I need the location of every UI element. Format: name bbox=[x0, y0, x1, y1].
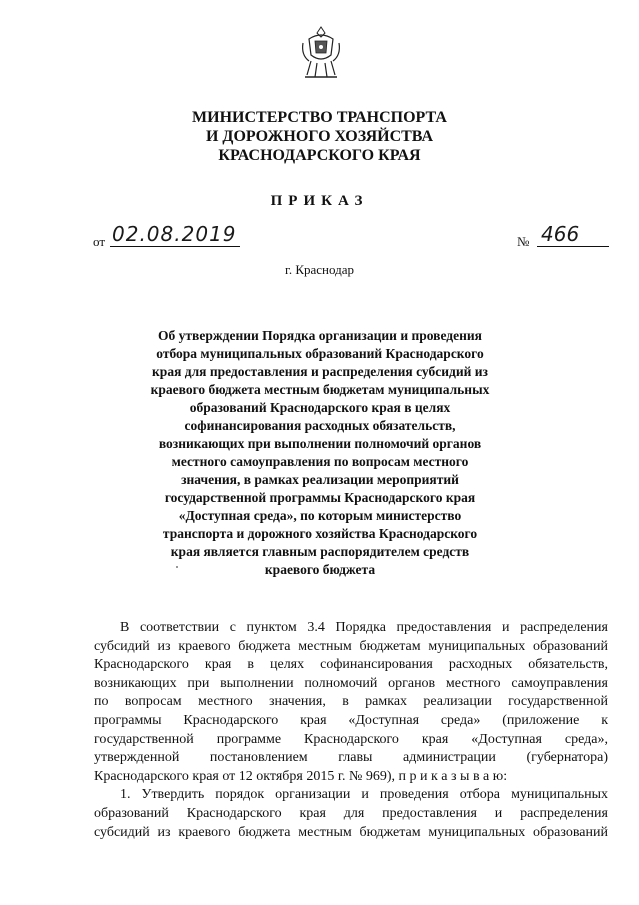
heading-line: местного самоуправления по вопросам местного bbox=[171, 454, 469, 469]
heading-line: Об утверждении Порядка организации и проведения bbox=[158, 328, 482, 343]
body-line bbox=[94, 786, 608, 805]
body-word: пунктом bbox=[246, 620, 297, 635]
body-word: полномочий bbox=[304, 675, 378, 691]
body-line bbox=[94, 805, 608, 824]
body-word: предоставления bbox=[396, 620, 492, 635]
date-handwritten: 02.08.2019 bbox=[110, 222, 240, 247]
body-line bbox=[94, 712, 608, 731]
body-word: организации bbox=[275, 787, 351, 803]
body-word: (губернатора) bbox=[526, 750, 608, 766]
body-word: в bbox=[342, 694, 349, 710]
body-word: Краснодарского bbox=[186, 805, 282, 821]
heading-line: края является главным распорядителем средств bbox=[170, 544, 470, 559]
body-word: целях bbox=[269, 657, 305, 673]
body-word: распределения bbox=[520, 805, 608, 821]
body-line bbox=[94, 619, 608, 638]
body-word: муниципальных bbox=[428, 824, 526, 840]
body-word: обязательств, bbox=[528, 657, 608, 673]
body-word: Порядка bbox=[335, 620, 386, 635]
body-word: распределения bbox=[520, 620, 608, 635]
body-word: «Доступная bbox=[471, 731, 542, 747]
body-word: по bbox=[94, 694, 109, 710]
heading-line: «Доступная среда», по которым министерство bbox=[178, 508, 462, 523]
number-handwritten: 466 bbox=[537, 222, 609, 247]
body-word: субсидий bbox=[94, 824, 150, 840]
body-word: 1. bbox=[120, 787, 131, 803]
body-word: муниципальных bbox=[511, 787, 608, 803]
heading-line: образований Краснодарского края в целях bbox=[189, 400, 451, 415]
body-word: для bbox=[343, 805, 365, 821]
heading-line: отбора муниципальных образований Краснодарского bbox=[156, 346, 484, 361]
body-line bbox=[94, 656, 608, 675]
body-word: края bbox=[421, 731, 449, 747]
body-line bbox=[94, 824, 608, 843]
body-word: государственной bbox=[508, 694, 608, 710]
heading-line: государственной программы Краснодарского края bbox=[164, 490, 476, 505]
body-word: значения, bbox=[269, 694, 326, 710]
body-word: и bbox=[501, 620, 510, 635]
body-word: бюджета bbox=[238, 824, 291, 840]
date-prefix: от bbox=[93, 234, 106, 249]
body-word: Утвердить bbox=[141, 787, 205, 803]
body-word: реализации bbox=[423, 694, 492, 710]
body-word: края bbox=[300, 712, 327, 728]
body-line bbox=[94, 693, 608, 712]
body-word: порядок bbox=[215, 787, 265, 803]
body-word: постановлением bbox=[209, 750, 308, 766]
body-word: местным bbox=[298, 824, 352, 840]
heading-line: краевого бюджета bbox=[264, 562, 376, 577]
body-word: к bbox=[601, 712, 608, 728]
heading-line: софинансирования расходных обязательств, bbox=[184, 418, 456, 433]
body-word: 3.4 bbox=[307, 620, 325, 635]
body-word: из bbox=[157, 638, 171, 654]
body-word: среда» bbox=[440, 712, 481, 728]
ministry-line: КРАСНОДАРСКОГО КРАЯ bbox=[218, 147, 421, 164]
body-word: государственной bbox=[94, 731, 194, 747]
body-line: Краснодарского края от 12 октября 2015 г. № 969), п р и к а з ы в а ю: bbox=[94, 768, 508, 784]
body-word: краевого bbox=[178, 824, 231, 840]
body-word: бюджета bbox=[238, 638, 291, 654]
body-word: среда», bbox=[564, 731, 608, 747]
body-line bbox=[94, 731, 608, 750]
body-line bbox=[94, 749, 608, 768]
heading-line: возникающих при выполнении полномочий органов bbox=[158, 436, 482, 451]
body-word: Краснодарского bbox=[183, 712, 279, 728]
heading-line: краевого бюджета местным бюджетам муниципальных bbox=[150, 382, 490, 397]
body-word: края bbox=[299, 805, 326, 821]
coat-of-arms-icon bbox=[299, 25, 343, 81]
body-word: и bbox=[361, 787, 369, 803]
body-word: самоуправления bbox=[511, 675, 608, 691]
body-word: вопросам bbox=[124, 694, 182, 710]
heading-line: значения, в рамках реализации мероприятий bbox=[181, 472, 459, 487]
body-word: «Доступная bbox=[348, 712, 420, 728]
body-word: органов bbox=[388, 675, 436, 691]
body-word: отбора bbox=[459, 787, 501, 803]
body-word: краевого bbox=[178, 638, 231, 654]
document-body bbox=[94, 619, 608, 842]
body-word: проведения bbox=[379, 787, 449, 803]
body-word: выполнении bbox=[220, 675, 294, 691]
body-line bbox=[94, 675, 608, 694]
body-word: соответствии bbox=[139, 620, 220, 635]
body-word: при bbox=[187, 675, 210, 691]
body-word: из bbox=[157, 824, 171, 840]
body-word: в bbox=[247, 657, 254, 673]
body-word: программе bbox=[216, 731, 282, 747]
city-label: г. Краснодар bbox=[284, 262, 355, 277]
heading-line: транспорта и дорожного хозяйства Краснодарского bbox=[162, 526, 478, 541]
body-word: образований bbox=[533, 638, 608, 654]
document-heading bbox=[140, 327, 500, 579]
body-word: образований bbox=[533, 824, 608, 840]
body-word: бюджетам bbox=[359, 824, 421, 840]
body-word: бюджетам bbox=[359, 638, 421, 654]
body-word: местного bbox=[445, 675, 501, 691]
ministry-name bbox=[0, 108, 639, 165]
ministry-line: И ДОРОЖНОГО ХОЗЯЙСТВА bbox=[205, 128, 434, 145]
body-word: В bbox=[120, 620, 130, 635]
ministry-line: МИНИСТЕРСТВО ТРАНСПОРТА bbox=[192, 109, 447, 126]
body-word: субсидий bbox=[94, 638, 150, 654]
body-word: главы bbox=[338, 750, 373, 766]
body-word: и bbox=[494, 805, 503, 821]
body-word: местного bbox=[198, 694, 253, 710]
body-word: администрации bbox=[403, 750, 496, 766]
heading-line: края для предоставления и распределения субсидий из bbox=[152, 364, 488, 379]
body-word: Краснодарского bbox=[94, 657, 189, 673]
body-word: Краснодарского bbox=[304, 731, 399, 747]
body-word: местным bbox=[298, 638, 352, 654]
body-word: рамках bbox=[365, 694, 408, 710]
body-word: с bbox=[229, 620, 236, 635]
body-word: края bbox=[204, 657, 232, 673]
body-word: муниципальных bbox=[428, 638, 526, 654]
body-word: возникающих bbox=[94, 675, 177, 691]
scan-speck bbox=[176, 566, 178, 568]
body-word: расходных bbox=[448, 657, 513, 673]
order-title: ПРИКАЗ bbox=[270, 193, 369, 209]
body-word: софинансирования bbox=[320, 657, 433, 673]
body-word: программы bbox=[94, 712, 162, 728]
body-word: утвержденной bbox=[94, 750, 180, 766]
body-word: (приложение bbox=[502, 712, 580, 728]
body-line bbox=[94, 638, 608, 657]
body-word: предоставления bbox=[382, 805, 477, 821]
body-word: образований bbox=[94, 805, 169, 821]
number-prefix: № bbox=[517, 234, 530, 249]
